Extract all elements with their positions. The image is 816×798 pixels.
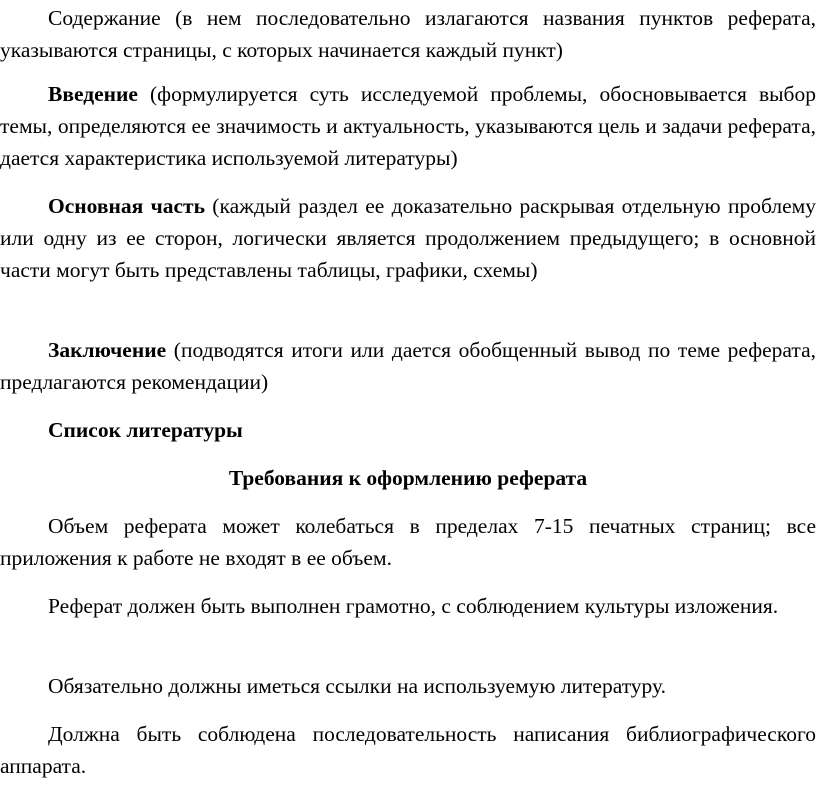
contents-text: Содержание (в нем последовательно излагаются названия пунктов реферата, указываются страницы, с которых начинается каждый пункт) — [0, 6, 816, 62]
introduction-term: Введение — [48, 82, 138, 106]
bibliography-heading: Список литературы — [48, 418, 243, 442]
requirement-item: Обязательно должны иметься ссылки на используемую литературу. — [48, 674, 666, 698]
introduction-paragraph — [0, 78, 816, 174]
requirement-item: Объем реферата может колебаться в пределах 7-15 печатных страниц; все приложения к работе не входят в ее объем. — [0, 514, 816, 570]
conclusion-text: (подводятся итоги или дается обобщенный вывод по теме реферата, предлагаются рекомендации) — [0, 338, 816, 394]
requirements-title: Требования к оформлению реферата — [228, 466, 588, 490]
main-part-term: Основная часть — [48, 194, 205, 218]
main-part-paragraph — [0, 190, 816, 286]
contents-paragraph — [0, 2, 816, 66]
conclusion-paragraph — [0, 334, 816, 398]
requirement-item: Реферат должен быть выполнен грамотно, с соблюдением культуры изложения. — [48, 594, 779, 618]
introduction-text: (формулируется суть исследуемой проблемы, обосновывается выбор темы, определяются ее значимость и актуальность, указываются цель и задачи реферата, дается характеристика используемой литературы) — [0, 82, 816, 170]
conclusion-term: Заключение — [48, 338, 167, 362]
main-part-text: (каждый раздел ее доказательно раскрывая отдельную проблему или одну из ее сторон, логически является продолжением предыдущего; в основной части могут быть представлены таблицы, графики, схемы) — [0, 194, 816, 282]
requirement-item: Должна быть соблюдена последовательность написания библиографического аппарата. — [0, 722, 816, 778]
